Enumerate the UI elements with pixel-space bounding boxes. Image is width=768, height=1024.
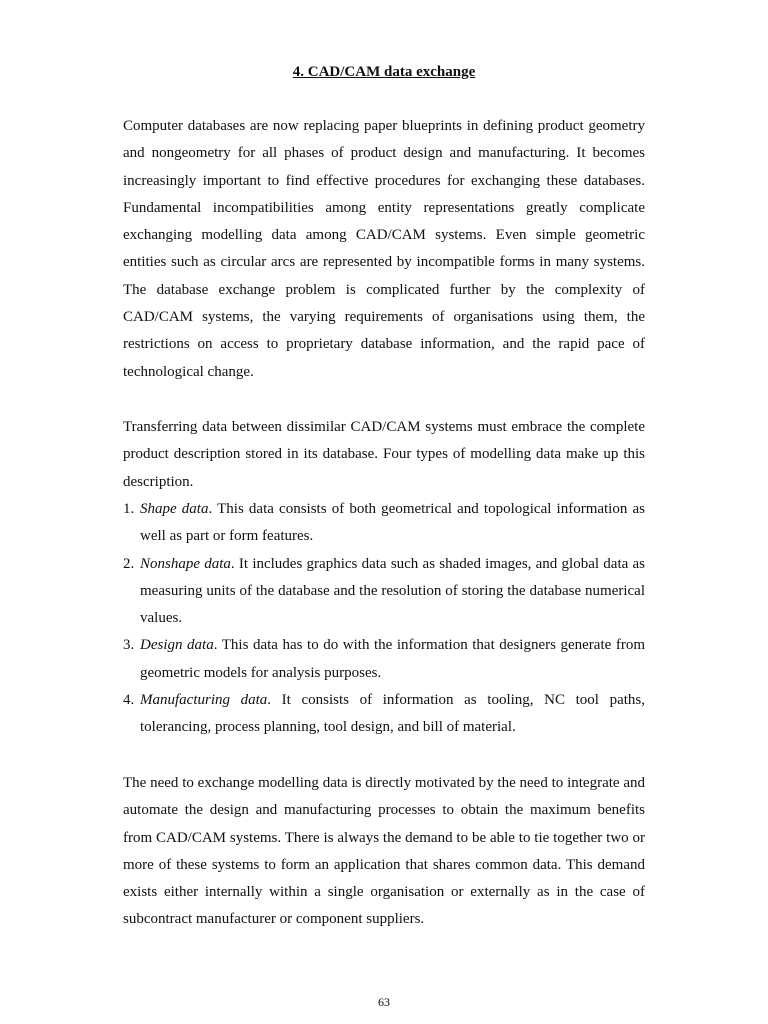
list-item [123,632,645,687]
list-item-number: 4. [123,692,135,709]
section-title: 4. CAD/CAM data exchange [292,64,476,80]
page-number: 63 [378,995,390,1009]
list-item-number: 2. [123,555,135,572]
list-item [123,551,645,633]
list-item-text: . It consists of information as tooling, NC tool paths, tolerancing, process planning, tool design, and bill of material. [140,692,645,736]
list-item-number: 3. [123,637,135,654]
list-item-text: . This data has to do with the information that designers generate from geometric models for analysis purposes. [140,637,645,681]
list-item-term: Manufacturing data [140,692,268,709]
list-item-text: . This data consists of both geometrical and topological information as well as part or form features. [140,501,645,545]
list-item [123,496,645,551]
list-item-term: Shape data [140,501,209,517]
list-item-number: 1. [123,501,135,517]
paragraph-transfer: Transferring data between dissimilar CAD/CAM systems must embrace the complete product description stored in its database. Four types of modelling data make up this description. [123,419,645,490]
data-types-list [123,496,645,742]
list-item-text: . It includes graphics data such as shaded images, and global data as measuring units of the database and the resolution of storing the database numerical values. [140,555,646,627]
list-item [123,687,645,742]
paragraph-motivation: The need to exchange modelling data is directly motivated by the need to integrate and automate the design and manufacturing processes to obtain the maximum benefits from CAD/CAM systems. There is always the demand to be able to tie together two or more of these systems to form an application that shares common data. This demand exists either internally within a single organisation or externally as in the case of subcontract manufacturer or component suppliers. [123,775,645,928]
paragraph-intro: Computer databases are now replacing paper blueprints in defining product geometry and nongeometry for all phases of product design and manufacturing. It becomes increasingly important to find effective procedures for exchanging these databases. Fundamental incompatibilities among entity representations greatly complicate exchanging modelling data among CAD/CAM systems. Even simple geometric entities such as circular arcs are represented by incompatible forms in many systems. The database exchange problem is complicated further by the complexity of CAD/CAM systems, the varying requirements of organisations using them, the restrictions on access to proprietary database information, and the rapid pace of technological change. [123,118,645,380]
list-item-term: Design data [140,637,214,654]
list-item-term: Nonshape data [140,555,231,572]
